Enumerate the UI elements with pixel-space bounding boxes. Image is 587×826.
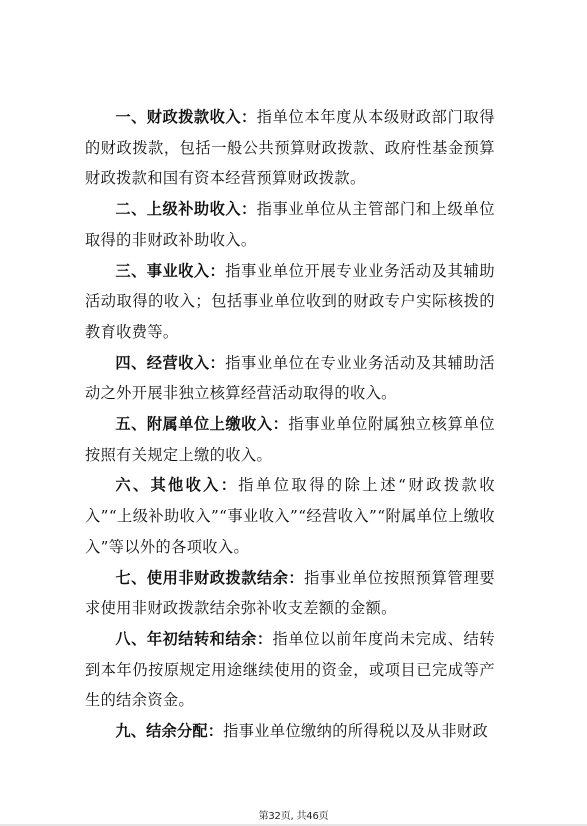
term-definition: 指单位本年度从本级财政部门取得的财政拨款，包括一般公共预算财政拨款、政府性基金预算财政拨款和国有资本经营预算财政拨款。 bbox=[85, 108, 495, 188]
term-heading: 七、使用非财政拨款结余： bbox=[115, 568, 305, 587]
term-definition: 指事业单位按照预算管理要求使用非财政拨款结余弥补收支差额的金额。 bbox=[85, 568, 495, 618]
term-definition: 指单位以前年度尚未完成、结转到本年仍按原规定用途继续使用的资金，或项目已完成等产生的结余资金。 bbox=[85, 629, 495, 710]
term-definition: 指单位取得的除上述“财政拨款收入”“上级补助收入”“事业收入”“经营收入”“附属单位上缴收入”等以外的各项收入。 bbox=[85, 476, 496, 556]
term-heading: 四、经营收入： bbox=[115, 353, 226, 372]
term-definition: 指事业单位开展专业业务活动及其辅助活动取得的收入；包括事业单位收到的财政专户实际核拨的教育收费等。 bbox=[85, 261, 495, 341]
term-definition: 指事业单位附属独立核算单位按照有关规定上缴的收入。 bbox=[85, 415, 496, 464]
page-body bbox=[85, 102, 495, 747]
term-definition: 指事业单位在专业业务活动及其辅助活动之外开展非独立核算经营活动取得的收入。 bbox=[85, 353, 495, 403]
paragraph-superior-subsidy-income bbox=[85, 194, 495, 255]
paragraph-operating-income bbox=[85, 348, 495, 409]
paragraph-carryover-balance bbox=[85, 624, 495, 716]
term-definition: 指事业单位从主管部门和上级单位取得的非财政补助收入。 bbox=[85, 200, 495, 249]
term-definition: 指事业单位缴纳的所得税以及从非财政 bbox=[223, 722, 489, 741]
paragraph-other-income bbox=[85, 470, 495, 562]
term-heading: 二、上级补助收入： bbox=[115, 200, 257, 219]
term-heading: 六、其他收入： bbox=[115, 476, 239, 495]
paragraph-fiscal-appropriation-income bbox=[85, 102, 495, 194]
term-heading: 一、财政拨款收入： bbox=[115, 108, 257, 126]
page-number: 第32页, 共46页 bbox=[258, 811, 329, 822]
paragraph-balance-distribution bbox=[85, 716, 495, 747]
paragraph-affiliate-remittance-income bbox=[85, 409, 495, 470]
term-heading: 五、附属单位上缴收入： bbox=[115, 415, 289, 434]
paragraph-business-income bbox=[85, 256, 495, 348]
term-heading: 八、年初结转和结余： bbox=[115, 629, 273, 648]
paragraph-non-fiscal-balance-use bbox=[85, 563, 495, 624]
term-heading: 三、事业收入： bbox=[115, 261, 226, 280]
term-heading: 九、结余分配： bbox=[115, 722, 224, 741]
